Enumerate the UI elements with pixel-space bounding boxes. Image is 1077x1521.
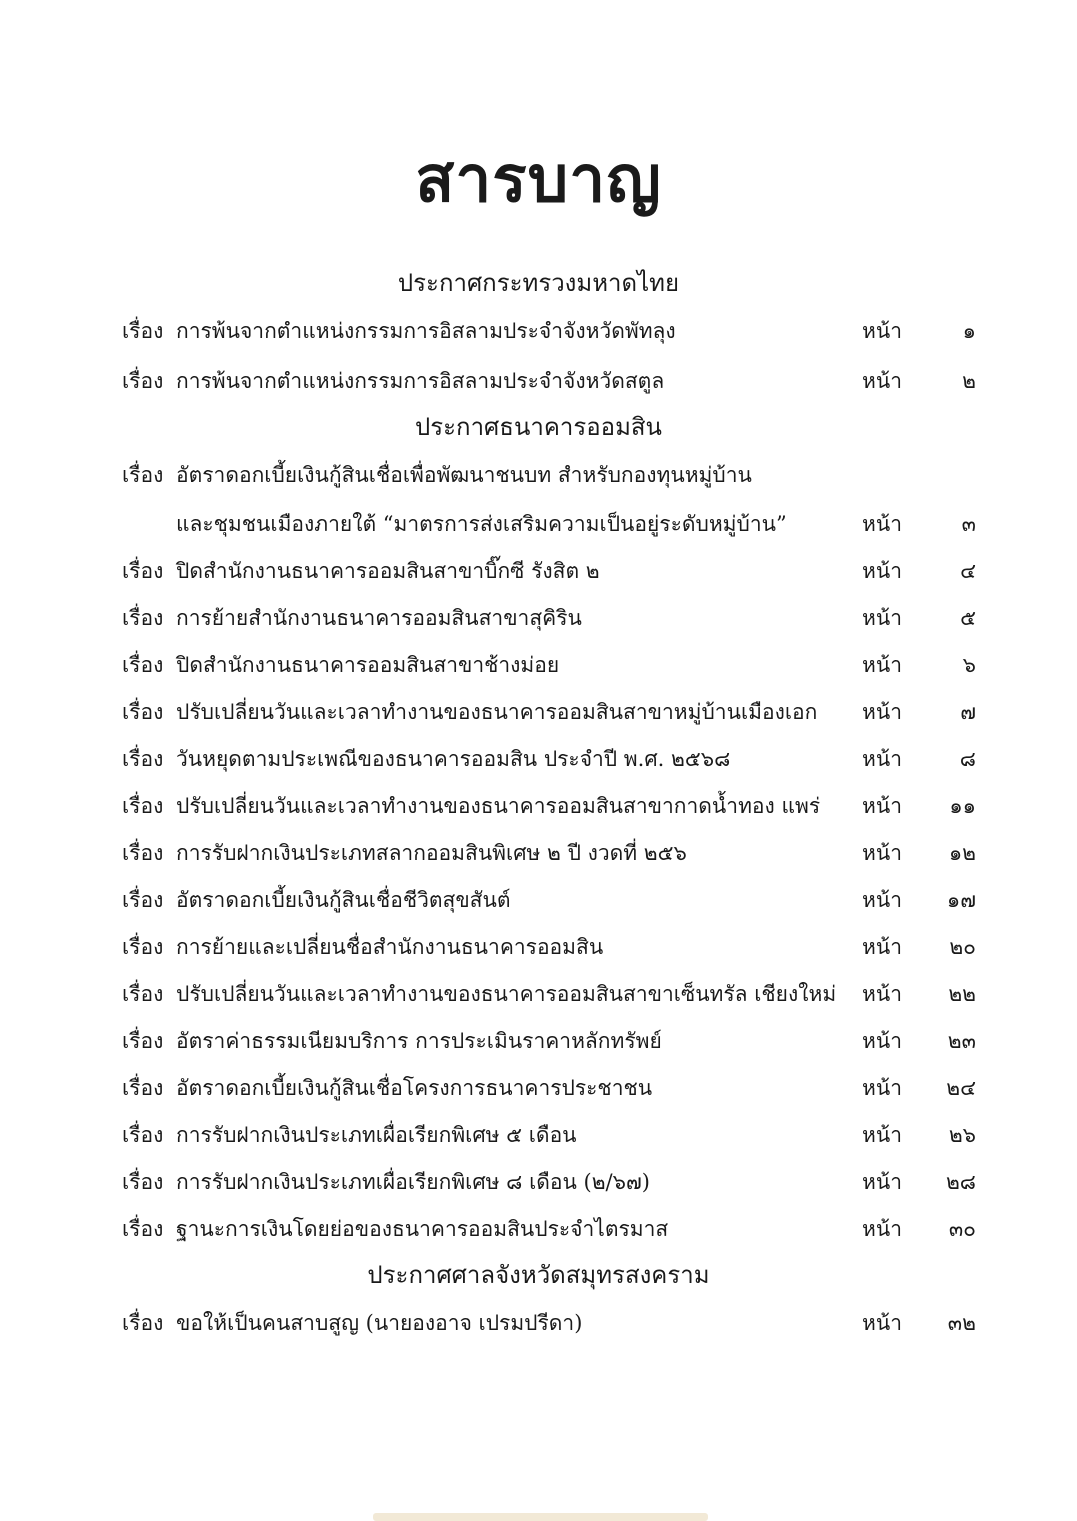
entry-title: ปรับเปลี่ยนวันและเวลาทำงานของธนาคารออมสินสาขาเซ็นทรัล เชียงใหม่ — [176, 982, 837, 1006]
page-number: ๕ — [960, 606, 976, 630]
page-number: ๑๗ — [946, 888, 976, 912]
entry-title: การรับฝากเงินประเภทเผื่อเรียกพิเศษ ๕ เดือน — [176, 1123, 577, 1147]
page-number: ๓๒ — [947, 1311, 976, 1335]
entry-prefix: เรื่อง — [122, 1076, 164, 1100]
toc-entry-continuation — [0, 509, 1077, 539]
toc-entry — [0, 1026, 1077, 1056]
page-number: ๒๔ — [946, 1076, 976, 1100]
page-label: หน้า — [862, 559, 902, 583]
page-label: หน้า — [862, 1311, 902, 1335]
toc-entry — [0, 316, 1077, 346]
toc-entry — [0, 1120, 1077, 1150]
toc-entry — [0, 556, 1077, 586]
page-number: ๒๒ — [948, 982, 976, 1006]
section-heading: ประกาศศาลจังหวัดสมุทรสงคราม — [367, 1261, 710, 1289]
entry-title: ปิดสำนักงานธนาคารออมสินสาขาช้างม่อย — [176, 653, 560, 677]
page-label: หน้า — [862, 982, 902, 1006]
page-number: ๔ — [960, 559, 976, 583]
entry-prefix: เรื่อง — [122, 1123, 164, 1147]
page-number: ๖ — [962, 653, 976, 677]
entry-title: อัตราดอกเบี้ยเงินกู้สินเชื่อโครงการธนาคารประชาชน — [176, 1076, 653, 1100]
entry-title: ปรับเปลี่ยนวันและเวลาทำงานของธนาคารออมสินสาขาหมู่บ้านเมืองเอก — [176, 700, 818, 724]
toc-entry — [0, 697, 1077, 727]
entry-prefix: เรื่อง — [122, 463, 164, 487]
page-number: ๒๓ — [947, 1029, 976, 1053]
page-number: ๒๐ — [949, 935, 976, 959]
entry-title: ฐานะการเงินโดยย่อของธนาคารออมสินประจำไตรมาส — [176, 1217, 669, 1241]
section-heading: ประกาศธนาคารออมสิน — [415, 413, 662, 441]
page-label: หน้า — [862, 1170, 902, 1194]
page-label: หน้า — [862, 606, 902, 630]
entry-prefix: เรื่อง — [122, 606, 164, 630]
entry-title: วันหยุดตามประเพณีของธนาคารออมสิน ประจำปี พ.ศ. ๒๕๖๘ — [176, 747, 731, 771]
entry-title: ปิดสำนักงานธนาคารออมสินสาขาบิ๊กซี รังสิต ๒ — [176, 559, 600, 583]
entry-prefix: เรื่อง — [122, 841, 164, 865]
entry-title: อัตราดอกเบี้ยเงินกู้สินเชื่อชีวิตสุขสันต์ — [176, 888, 511, 912]
entry-prefix: เรื่อง — [122, 319, 164, 343]
page-number: ๒๖ — [948, 1123, 976, 1147]
page-label: หน้า — [862, 935, 902, 959]
page-label: หน้า — [862, 1217, 902, 1241]
entry-prefix: เรื่อง — [122, 1217, 164, 1241]
entry-prefix: เรื่อง — [122, 1029, 164, 1053]
page-label: หน้า — [862, 512, 902, 536]
entry-prefix: เรื่อง — [122, 935, 164, 959]
entry-title: อัตราค่าธรรมเนียมบริการ การประเมินราคาหลักทรัพย์ — [176, 1029, 662, 1053]
toc-entry — [0, 1073, 1077, 1103]
page-label: หน้า — [862, 841, 902, 865]
page-number: ๑ — [962, 319, 976, 343]
entry-prefix: เรื่อง — [122, 700, 164, 724]
page-label: หน้า — [862, 747, 902, 771]
entry-title: ขอให้เป็นคนสาบสูญ (นายองอาจ เปรมปรีดา) — [176, 1311, 583, 1335]
toc-entry — [0, 979, 1077, 1009]
entry-title: การพ้นจากตำแหน่งกรรมการอิสลามประจำจังหวัดสตูล — [176, 369, 665, 393]
page-number: ๗ — [960, 700, 976, 724]
page-label: หน้า — [862, 653, 902, 677]
toc-entry — [0, 1167, 1077, 1197]
page-number: ๓๐ — [948, 1217, 976, 1241]
entry-title: การพ้นจากตำแหน่งกรรมการอิสลามประจำจังหวัดพัทลุง — [176, 319, 676, 343]
page-number: ๓ — [961, 512, 976, 536]
entry-prefix: เรื่อง — [122, 888, 164, 912]
entry-prefix: เรื่อง — [122, 653, 164, 677]
toc-entry — [0, 932, 1077, 962]
entry-title: ปรับเปลี่ยนวันและเวลาทำงานของธนาคารออมสินสาขากาดน้ำทอง แพร่ — [176, 794, 821, 818]
toc-entry — [0, 460, 1077, 490]
page-label: หน้า — [862, 888, 902, 912]
page-label: หน้า — [862, 794, 902, 818]
toc-entry — [0, 603, 1077, 633]
entry-title-continuation: และชุมชนเมืองภายใต้ “มาตรการส่งเสริมความเป็นอยู่ระดับหมู่บ้าน” — [176, 512, 787, 536]
entry-title: การย้ายสำนักงานธนาคารออมสินสาขาสุคิริน — [176, 606, 582, 630]
entry-prefix: เรื่อง — [122, 369, 164, 393]
toc-entry — [0, 650, 1077, 680]
toc-entry — [0, 744, 1077, 774]
page-label: หน้า — [862, 319, 902, 343]
page-edge-mark — [373, 1513, 708, 1521]
page-number: ๒๘ — [945, 1170, 976, 1194]
page-label: หน้า — [862, 1123, 902, 1147]
page-number: ๑๒ — [948, 841, 976, 865]
page-label: หน้า — [862, 1029, 902, 1053]
entry-title: อัตราดอกเบี้ยเงินกู้สินเชื่อเพื่อพัฒนาชนบท สำหรับกองทุนหมู่บ้าน — [176, 463, 752, 487]
page-number: ๒ — [962, 369, 976, 393]
entry-prefix: เรื่อง — [122, 794, 164, 818]
page-number: ๘ — [959, 747, 976, 771]
page-number: ๑๑ — [949, 794, 976, 818]
toc-entry — [0, 791, 1077, 821]
section-heading: ประกาศกระทรวงมหาดไทย — [397, 269, 680, 297]
entry-title: การรับฝากเงินประเภทสลากออมสินพิเศษ ๒ ปี งวดที่ ๒๕๖ — [176, 841, 687, 865]
entry-prefix: เรื่อง — [122, 747, 164, 771]
entry-title: การรับฝากเงินประเภทเผื่อเรียกพิเศษ ๘ เดือน (๒/๖๗) — [176, 1170, 650, 1194]
page-label: หน้า — [862, 1076, 902, 1100]
page-label: หน้า — [862, 700, 902, 724]
entry-prefix: เรื่อง — [122, 559, 164, 583]
page-title: สารบาญ — [415, 143, 662, 217]
page-label: หน้า — [862, 369, 902, 393]
toc-entry — [0, 838, 1077, 868]
entry-prefix: เรื่อง — [122, 982, 164, 1006]
entry-prefix: เรื่อง — [122, 1311, 164, 1335]
toc-entry — [0, 1214, 1077, 1244]
toc-entry — [0, 366, 1077, 396]
toc-entry — [0, 885, 1077, 915]
toc-entry — [0, 1308, 1077, 1338]
entry-prefix: เรื่อง — [122, 1170, 164, 1194]
entry-title: การย้ายและเปลี่ยนชื่อสำนักงานธนาคารออมสิน — [176, 935, 604, 959]
